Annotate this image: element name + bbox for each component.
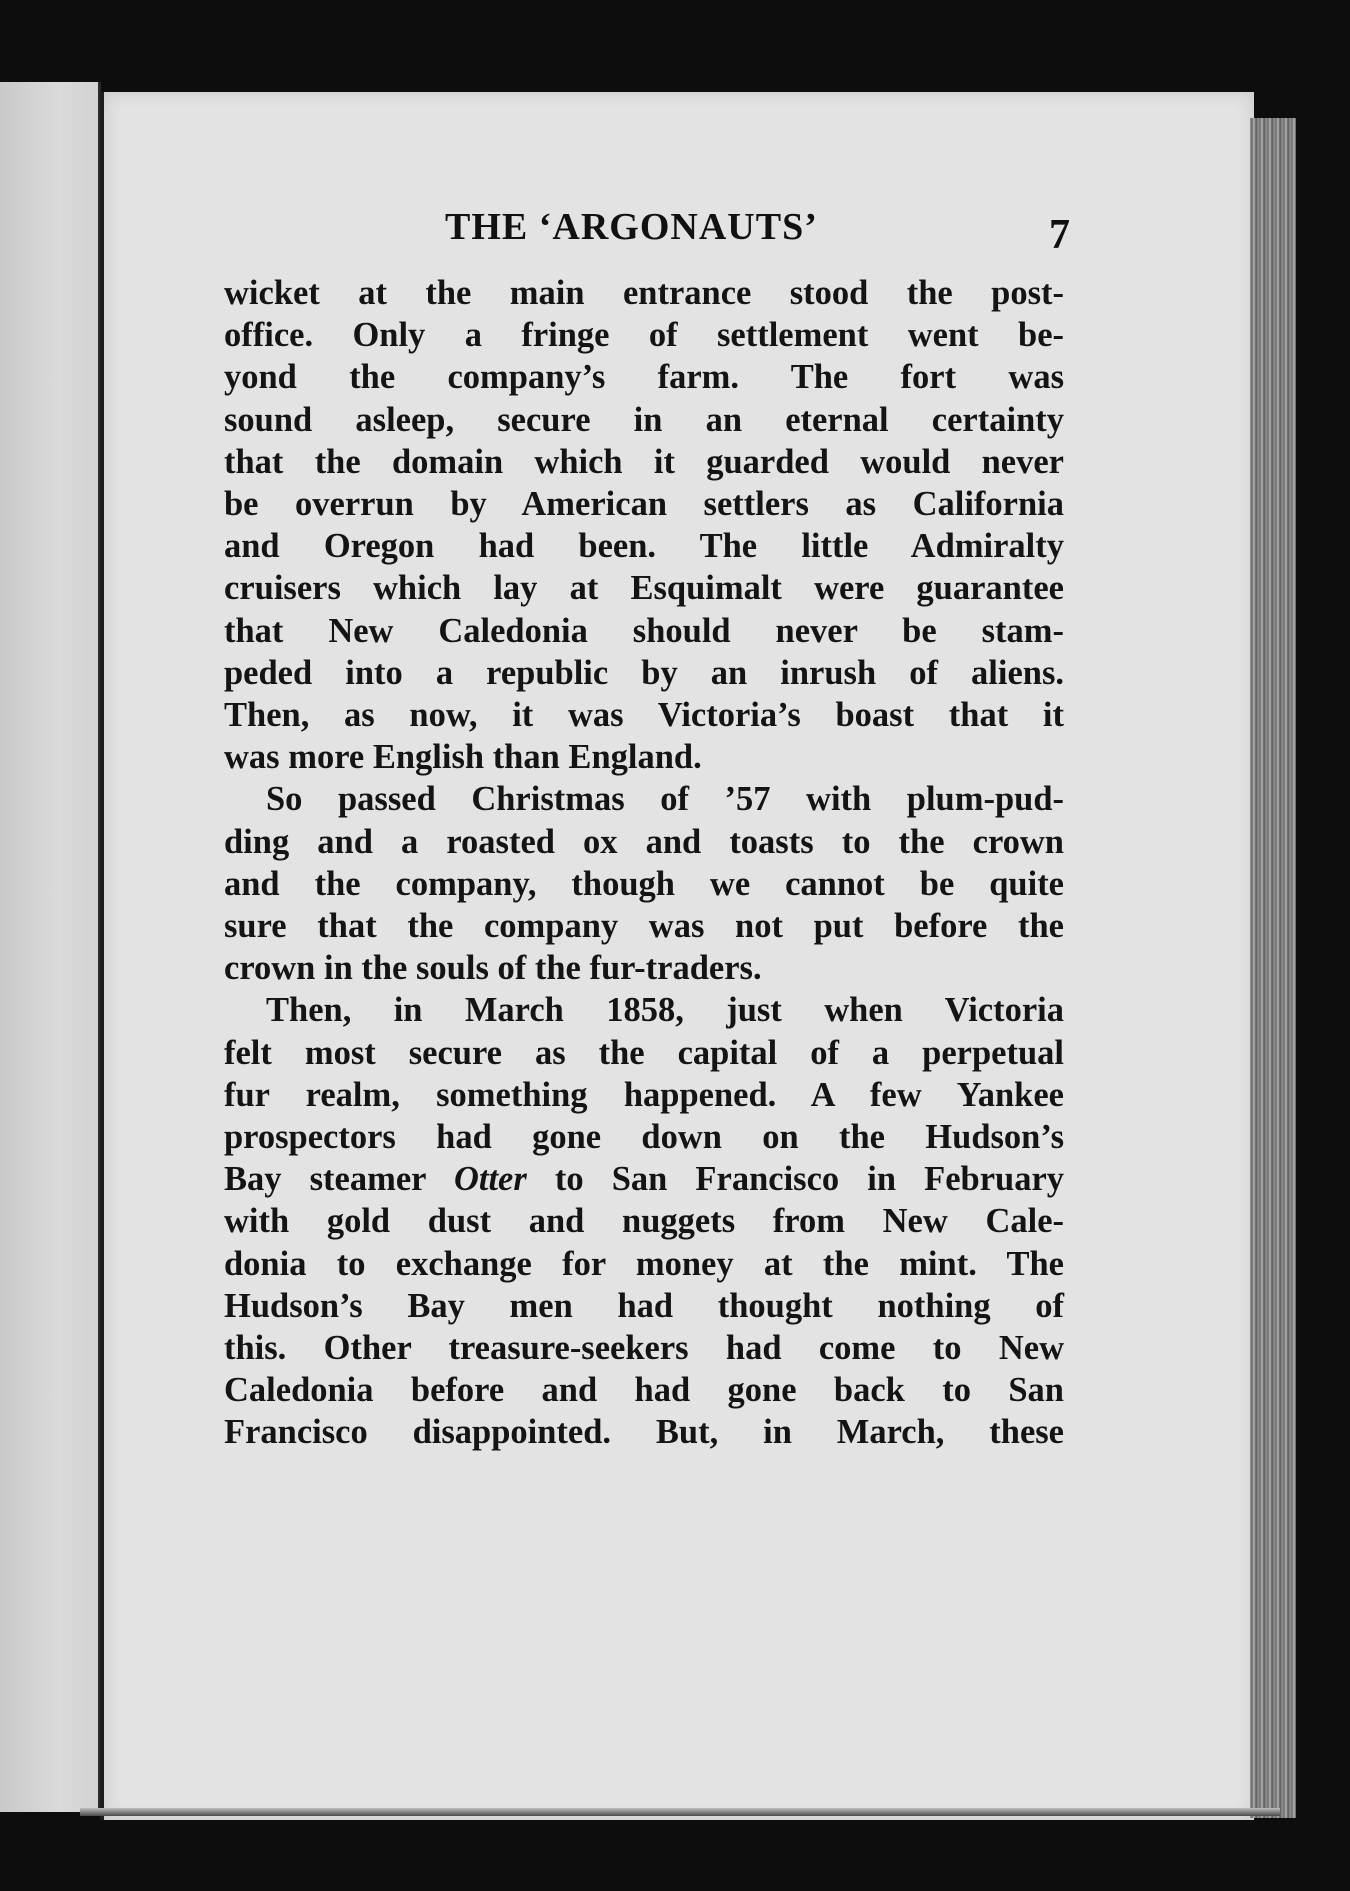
facing-page-edge — [0, 82, 101, 1812]
text-line: that the domain which it guarded would never — [224, 442, 1064, 481]
text-line: sure that the company was not put before the — [224, 907, 1064, 946]
text-line: So passed Christmas of ’57 with plum-pud- — [266, 780, 1064, 819]
ship-name: Otter — [453, 1160, 527, 1199]
text-fragment: Bay steamer — [224, 1160, 454, 1199]
text-line: Caledonia before and had gone back to San — [224, 1371, 1064, 1410]
text-line: peded into a republic by an inrush of aliens. — [224, 653, 1064, 692]
text-line: donia to exchange for money at the mint. The — [224, 1244, 1064, 1283]
text-line: be overrun by American settlers as California — [224, 485, 1064, 524]
text-line: fur realm, something happened. A few Yankee — [224, 1075, 1064, 1114]
text-line: that New Caledonia should never be stam- — [224, 611, 1064, 650]
text-line: this. Other treasure-seekers had come to New — [224, 1329, 1064, 1368]
text-line: with gold dust and nuggets from New Cale- — [224, 1202, 1064, 1241]
text-line: and Oregon had been. The little Admiralty — [224, 527, 1064, 566]
text-line: yond the company’s farm. The fort was — [224, 358, 1064, 397]
text-line: and the company, though we cannot be quite — [224, 864, 1064, 903]
text-line: wicket at the main entrance stood the post- — [224, 274, 1064, 312]
text-line: Hudson’s Bay men had thought nothing of — [224, 1286, 1064, 1325]
text-line: prospectors had gone down on the Hudson’s — [224, 1118, 1064, 1157]
text-line — [224, 1158, 1064, 1200]
text-line: sound asleep, secure in an eternal certainty — [224, 400, 1064, 439]
text-fragment: to San Francisco in February — [526, 1160, 1065, 1199]
text-line: Then, as now, it was Victoria’s boast that it — [224, 696, 1064, 735]
body-text — [224, 272, 1064, 1454]
text-line: Then, in March 1858, just when Victoria — [266, 991, 1064, 1030]
running-title: THE ‘ARGONAUTS’ — [445, 206, 818, 248]
running-head — [230, 205, 1070, 265]
text-line: crown in the souls of the fur-traders. — [224, 949, 762, 988]
text-line: was more English than England. — [224, 738, 702, 777]
text-line: Francisco disappointed. But, in March, these — [224, 1413, 1064, 1452]
page-block-edge — [1250, 118, 1296, 1818]
text-line: ding and a roasted ox and toasts to the crown — [224, 822, 1064, 861]
text-line: office. Only a fringe of settlement went be- — [224, 316, 1064, 355]
text-line: felt most secure as the capital of a perpetual — [224, 1033, 1064, 1072]
page-bottom-edge — [80, 1808, 1280, 1816]
page-number: 7 — [1049, 212, 1070, 258]
text-line: cruisers which lay at Esquimalt were guarantee — [224, 569, 1064, 608]
